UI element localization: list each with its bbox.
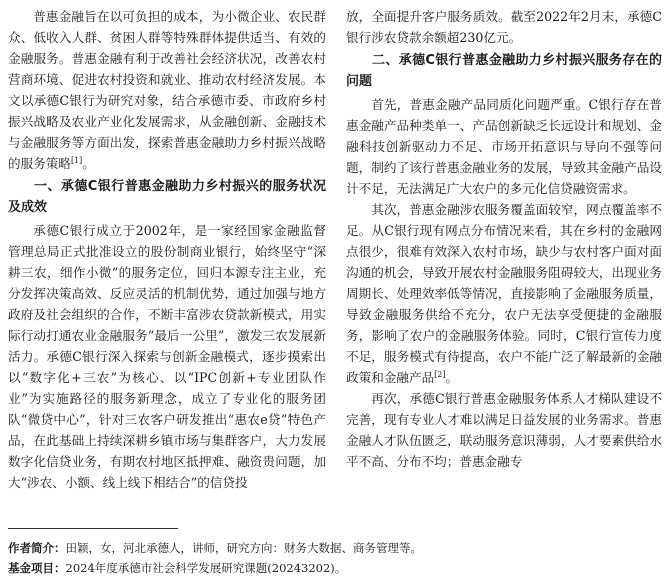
left-column <box>8 6 326 493</box>
section1-paragraph: 承德C银行成立于2002年，是一家经国家金融监督管理总局正式批准设立的股份制商业银行，始终坚守“深耕三农，细作小微”的服务定位，回归本源专注主业，充分发挥决策高效、反应灵活的机制优势，通过加强与地方政府及社会组织的合作，不断丰富涉农贷款新模式，用实际行动打通农业金融服务“最后一公里”，激发三农发展新活力。承德C银行深入探索与创新金融模式，逐步摸索出以“数字化+三农”为核心、以“IPC创新+专业团队作业”为实施路径的服务新理念，成立了专业化的服务团队“微贷中心”，针对三农客户研发推出“惠农e贷”特色产品，在此基础上持续深耕乡镇市场与集群客户，大力发展数字化信贷业务，有期农村地区抵押难、融资贵问题，加大“涉农、小额、线上线下相结合”的信贷投 <box>8 223 326 490</box>
author-label: 作者简介： <box>8 541 66 555</box>
problem-paragraph-1: 首先，普惠金融产品同质化问题严重。C银行存在普惠金融产品种类单一、产品创新缺乏长远设计和规划、金融科技创新驱动力不足、市场开拓意识与导向不强等问题，制约了该行普惠金融业务的发展，导致其金融产品设计不足，无法满足广大农户的多元化信贷融资需求。 <box>346 97 662 196</box>
section-heading-1: 一、承德C银行普惠金融助力乡村振兴的服务状况及成效 <box>8 179 326 215</box>
footnotes <box>8 538 658 578</box>
fund-text: 2024年度承德市社会科学发展研究课题(20243202)。 <box>65 561 347 575</box>
author-note <box>8 538 658 558</box>
problem-paragraph-2 <box>346 199 662 388</box>
intro-period: 。 <box>82 156 95 171</box>
fund-note <box>8 558 658 578</box>
continued-paragraph: 放，全面提升客户服务质效。截至2022年2月末，承德C银行涉农贷款余额超230亿元。 <box>346 9 662 45</box>
citation-ref-1: [1] <box>70 155 83 165</box>
citation-ref-2: [2] <box>434 369 446 379</box>
right-column <box>346 6 662 472</box>
intro-text: 普惠金融旨在以可负担的成本，为小微企业、农民群众、低收入人群、贫困人群等特殊群体提供适当、有效的金融服务。普惠金融有利于改善社会经济状况，改善农村营商环境、促进农村投资和就业、推动农村经济发展。本文以承德C银行为研究对象，结合承德市委、市政府乡村振兴战略及农业产业化发展需求，从金融创新、金融技术与金融服务等方面出发，探索普惠金融助力乡村振兴战略的服务策略 <box>8 9 326 171</box>
author-text: 田颖，女，河北承德人，讲师，研究方向：财务大数据、商务管理等。 <box>65 541 422 555</box>
intro-paragraph <box>8 6 326 174</box>
problem-paragraph-3: 再次，承德C银行普惠金融服务体系人才梯队建设不完善，现有专业人才难以满足日益发展的业务需求。普惠金融人才队伍匮乏，联动服务意识薄弱，人才要素供给水平不高、分布不均；普惠金融专 <box>346 391 662 469</box>
fund-label: 基金项目： <box>8 561 66 575</box>
footnote-divider <box>8 528 178 529</box>
problem-2-text: 其次，普惠金融涉农服务覆盖面较窄，网点覆盖率不足。从C银行现有网点分布情况来看，其在乡村的金融网点很少，很难有效深入农村市场，缺少与农村客户面对面沟通的机会，导致开展农村金融服务阻碍较大，出现业务周期长、处理效率低等情况，直接影响了金融服务质量，导致金融服务供给不充分，农户无法享受便捷的金融服务，影响了农户的金融服务体验。同时，C银行宣传力度不足，服务模式有待提高，农户不能广泛了解最新的金融政策和金融产品 <box>346 202 662 385</box>
section-heading-2: 二、承德C银行普惠金融助力乡村振兴服务存在的问题 <box>346 53 662 89</box>
problem-2-period: 。 <box>445 370 459 385</box>
